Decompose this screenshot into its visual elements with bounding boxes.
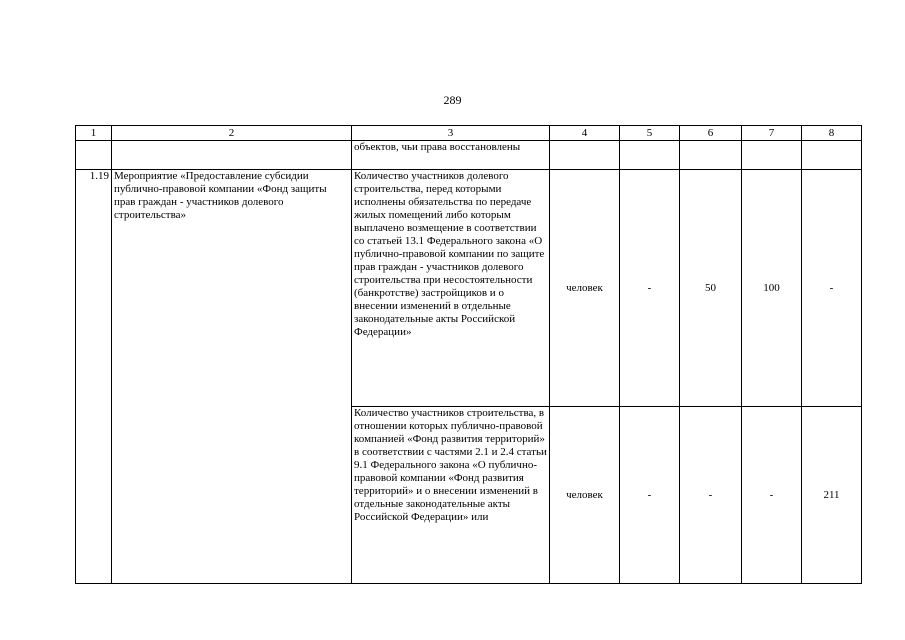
unit-cell — [550, 141, 620, 170]
header-row — [76, 126, 862, 141]
event-name-cell — [112, 141, 352, 170]
event-name-cell: Мероприятие «Предоставление субсидии публично-правовой компании «Фонд защиты прав граждан - участников долевого строительства» — [112, 170, 352, 584]
row-number-cell: 1.19 — [76, 170, 112, 584]
value-cell-7: - — [742, 407, 802, 584]
value-cell-7: 100 — [742, 170, 802, 407]
header-cell-6: 6 — [680, 126, 742, 141]
indicator-name-cell: Количество участников строительства, в отношении которых публично-правовой компанией «Фонд развития территорий» в соответствии с частями 2.1 и 2.4 статьи 9.1 Федерального закона «О публично-правовой компании «Фонд развития территорий» и о внесении изменений в отдельные законодательные акты Российской Федерации» или — [352, 407, 550, 584]
table-row — [76, 141, 862, 170]
header-cell-5: 5 — [620, 126, 680, 141]
unit-cell: человек — [550, 407, 620, 584]
header-cell-3: 3 — [352, 126, 550, 141]
value-cell-5: - — [620, 407, 680, 584]
value-cell-6: - — [680, 407, 742, 584]
value-cell-8: 211 — [802, 407, 862, 584]
value-cell-6 — [680, 141, 742, 170]
value-cell-6: 50 — [680, 170, 742, 407]
indicators-table — [75, 125, 862, 584]
value-cell-5 — [620, 141, 680, 170]
indicator-name-cell: Количество участников долевого строительства, перед которыми исполнены обязательства по передаче жилых помещений либо которым выплачено возмещение в соответствии со статьей 13.1 Федерального закона «О публично-правовой компании по защите прав граждан - участников долевого строительства при несостоятельности (банкротстве) застройщиков и о внесении изменений в отдельные законодательные акты Российской Федерации» — [352, 170, 550, 407]
header-cell-2: 2 — [112, 126, 352, 141]
unit-cell: человек — [550, 170, 620, 407]
value-cell-8 — [802, 141, 862, 170]
header-cell-8: 8 — [802, 126, 862, 141]
row-number-cell — [76, 141, 112, 170]
value-cell-5: - — [620, 170, 680, 407]
header-cell-4: 4 — [550, 126, 620, 141]
value-cell-7 — [742, 141, 802, 170]
table-row — [76, 170, 862, 407]
indicator-name-cell: объектов, чьи права восстановлены — [352, 141, 550, 170]
page-number: 289 — [443, 93, 462, 107]
header-cell-1: 1 — [76, 126, 112, 141]
value-cell-8: - — [802, 170, 862, 407]
header-cell-7: 7 — [742, 126, 802, 141]
